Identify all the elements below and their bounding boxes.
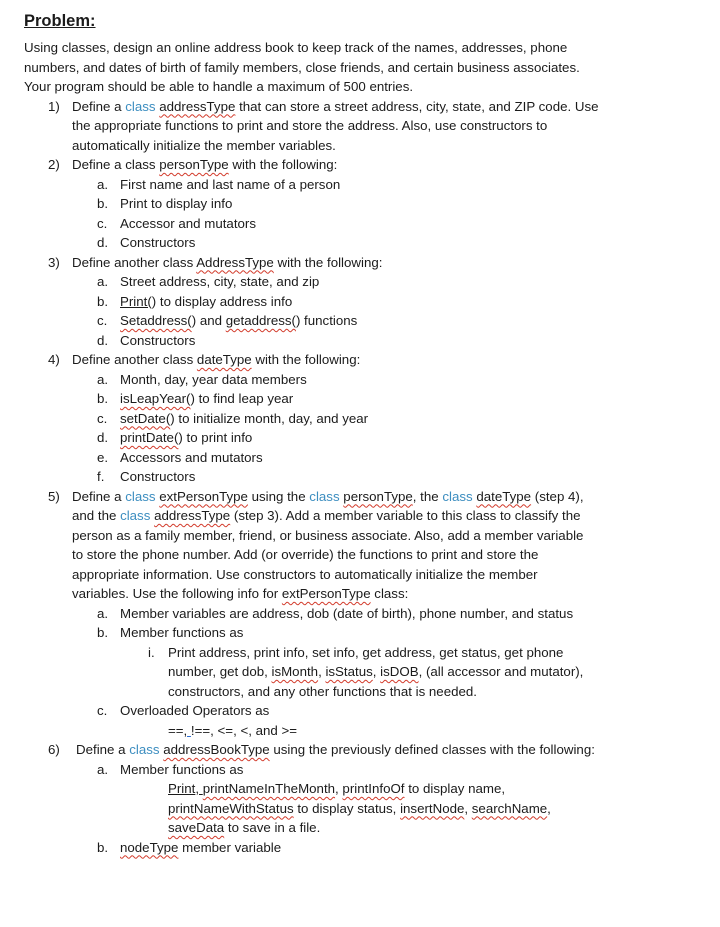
- list-marker: 2): [48, 157, 60, 172]
- sub-item: b. Print() to display address info: [97, 293, 293, 309]
- list-item-3: 3) Define another class AddressType with the following: a. Street address, city, state, and zip b. Print() to display address info c. Setaddress() and getaddress() functions d. Constructors: [24, 253, 700, 351]
- sub-item: a. First name and last name of a person: [97, 176, 341, 192]
- list-marker: 3): [48, 254, 60, 270]
- list-item-1: 1) Define a class addressType that can store a street address, city, state, and ZIP code. Use the appropriate functions to print and store the address. Also, use constructors to automatically initialize the member variables.: [48, 98, 599, 153]
- sub-sub-item: i. Print address, print info, set info, get address, get status, get phone: [148, 644, 564, 660]
- class-name: personType: [343, 488, 413, 504]
- sub-item: b. isLeapYear() to find leap year: [97, 391, 294, 406]
- sub-item: c. Accessor and mutators: [97, 215, 256, 231]
- sub-item: d. Constructors: [97, 235, 196, 250]
- sub-item: a. Month, day, year data members: [97, 371, 307, 387]
- operators-line: ==, !==, <=, <, and >=: [168, 722, 298, 738]
- class-name: extPersonType: [281, 586, 371, 601]
- class-name: extPersonType: [159, 488, 248, 504]
- sub-item: c. Overloaded Operators as: [97, 703, 270, 718]
- list-marker: 6): [48, 742, 60, 757]
- sub-item: e. Accessors and mutators: [97, 449, 263, 465]
- keyword-class: class: [442, 488, 473, 504]
- intro-paragraph: [24, 38, 700, 97]
- intro-line: Your program should be able to handle a maximum of 500 entries.: [24, 79, 414, 94]
- keyword-class: class: [120, 508, 151, 523]
- sub-item: c. setDate() to initialize month, day, and year: [97, 410, 369, 426]
- keyword-class: class: [309, 488, 340, 504]
- intro-line: numbers, and dates of birth of family members, close friends, and certain business associates.: [24, 59, 580, 75]
- sub-item: a. Member variables are address, dob (date of birth), phone number, and status: [97, 605, 574, 621]
- sub-item: a. Street address, city, state, and zip: [97, 274, 320, 289]
- sub-item: f. Constructors: [97, 469, 196, 484]
- class-name: addressType: [154, 508, 231, 523]
- list-item-6: 6) Define a class addressBookType using the previously defined classes with the following: a. Member functions as Print, printNameInTheMonth, printInfoOf to display name, printNameWithStatus to display status, insertNode, searchName, saveData to save in a file. b. nodeType member variable: [24, 740, 700, 857]
- list-marker: 4): [48, 352, 60, 367]
- sub-item: b. nodeType member variable: [97, 839, 282, 855]
- class-name: addressBookType: [163, 742, 270, 757]
- class-name: addressType: [159, 98, 236, 114]
- class-name: dateType: [196, 352, 252, 367]
- sub-item: a. Member functions as: [97, 761, 244, 777]
- document-page: [24, 10, 700, 857]
- list-item-2: 2) Define a class personType with the following: a. First name and last name of a person b. Print to display info c. Accessor and mutators d. Constructors: [24, 155, 700, 253]
- list-marker: 5): [48, 488, 60, 504]
- list-marker: 1): [48, 98, 60, 114]
- sub-item: d. printDate() to print info: [97, 430, 253, 445]
- problem-heading: Problem:: [24, 12, 96, 30]
- intro-line: Using classes, design an online address book to keep track of the names, addresses, phone: [24, 40, 568, 55]
- keyword-class: class: [129, 742, 160, 757]
- sub-item: b. Print to display info: [97, 196, 233, 211]
- keyword-class: class: [125, 488, 156, 504]
- class-name: personType: [159, 157, 229, 172]
- keyword-class: class: [125, 98, 156, 114]
- list-item-4: 4) Define another class dateType with the following: a. Month, day, year data members b. isLeapYear() to find leap year c. setDate() to initialize month, day, and year d. printDate() to print info e. Accessors and mutators f. Constructors: [24, 350, 700, 487]
- class-name: AddressType: [196, 254, 274, 270]
- sub-item: b. Member functions as: [97, 625, 244, 640]
- class-name: dateType: [476, 488, 532, 504]
- sub-item: c. Setaddress() and getaddress() functions: [97, 313, 358, 328]
- sub-item: d. Constructors: [97, 332, 196, 348]
- list-item-5: 5) Define a class extPersonType using the class personType, the class dateType (step 4), and the class addressType (step 3). Add a member variable to this class to classify the person as a family member, friend, or business associate. Also, add a member variable to store the phone number. Add (or override) the functions to print and store the appropriate information. Use constructors to automatically initialize the member variables. Use the following info for extPersonType class: a. Member variables are address, dob (date of birth), phone number, and status b. Member functions as i. Print address, print info, set info, get address, get status, get phone number, get dob, isMonth, isStatus, isDOB, (all accessor and mutator), constructors, and any other functions that is needed. c. Overloaded Operators as ==, !==, <=, <, and >=: [24, 487, 700, 741]
